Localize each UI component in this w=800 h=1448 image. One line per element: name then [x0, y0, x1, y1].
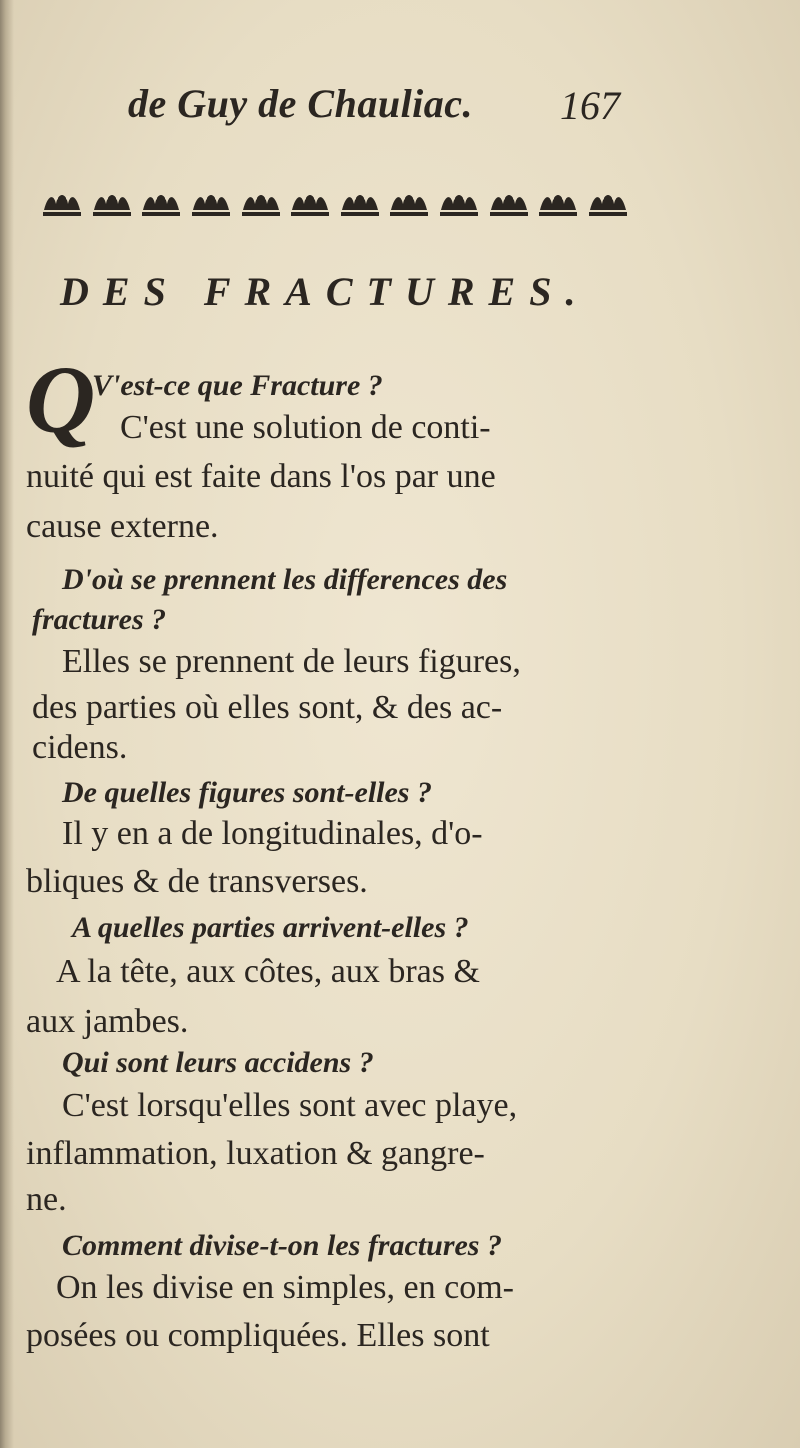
crown-ornament-icon — [40, 188, 84, 220]
text-line: cause externe. — [26, 508, 219, 545]
text-line: posées ou compliquées. Elles sont — [26, 1317, 490, 1354]
page-number: 167 — [560, 83, 620, 128]
text-line: Elles se prennent de leurs figures, — [62, 643, 521, 680]
text-line: bliques & de transverses. — [26, 863, 368, 900]
text-line: inflammation, luxation & gangre- — [26, 1135, 485, 1172]
crown-ornament-icon — [90, 188, 134, 220]
running-head: de Guy de Chauliac. — [128, 81, 474, 126]
question-line: Qui sont leurs accidens ? — [62, 1046, 374, 1079]
crown-ornament-icon — [536, 188, 580, 220]
text-line: On les divise en simples, en com- — [56, 1269, 514, 1306]
text-line: aux jambes. — [26, 1003, 189, 1040]
question-line: Comment divise-t-on les fractures ? — [62, 1229, 502, 1262]
text-line: cidens. — [32, 729, 128, 766]
text-line: des parties où elles sont, & des ac- — [32, 689, 503, 726]
text-line: C'est lorsqu'elles sont avec playe, — [62, 1087, 518, 1124]
crown-ornament-icon — [487, 188, 531, 220]
chapter-title: DES FRACTURES. — [60, 269, 590, 314]
question-line: V'est-ce que Fracture ? — [92, 369, 383, 402]
question-line: fractures ? — [32, 603, 167, 636]
text-line: C'est une solution de conti- — [120, 409, 491, 446]
question-line: D'où se prennent les differences des — [62, 563, 508, 596]
crown-ornament-icon — [189, 188, 233, 220]
crown-ornament-icon — [586, 188, 630, 220]
question-line: De quelles figures sont-elles ? — [62, 776, 432, 809]
text-line: nuité qui est faite dans l'os par une — [26, 458, 496, 495]
text-line: Il y en a de longitudinales, d'o- — [62, 815, 483, 852]
text-line: A la tête, aux côtes, aux bras & — [56, 953, 480, 990]
crown-ornament-icon — [239, 188, 283, 220]
crown-ornament-icon — [387, 188, 431, 220]
crown-ornament-icon — [288, 188, 332, 220]
crown-ornament-icon — [139, 188, 183, 220]
text-line: ne. — [26, 1181, 67, 1218]
question-line: A quelles parties arrivent-elles ? — [72, 911, 469, 944]
crown-ornament-icon — [338, 188, 382, 220]
drop-cap: Q — [26, 346, 96, 453]
crown-ornament-icon — [437, 188, 481, 220]
crown-ornament-band — [40, 188, 630, 222]
